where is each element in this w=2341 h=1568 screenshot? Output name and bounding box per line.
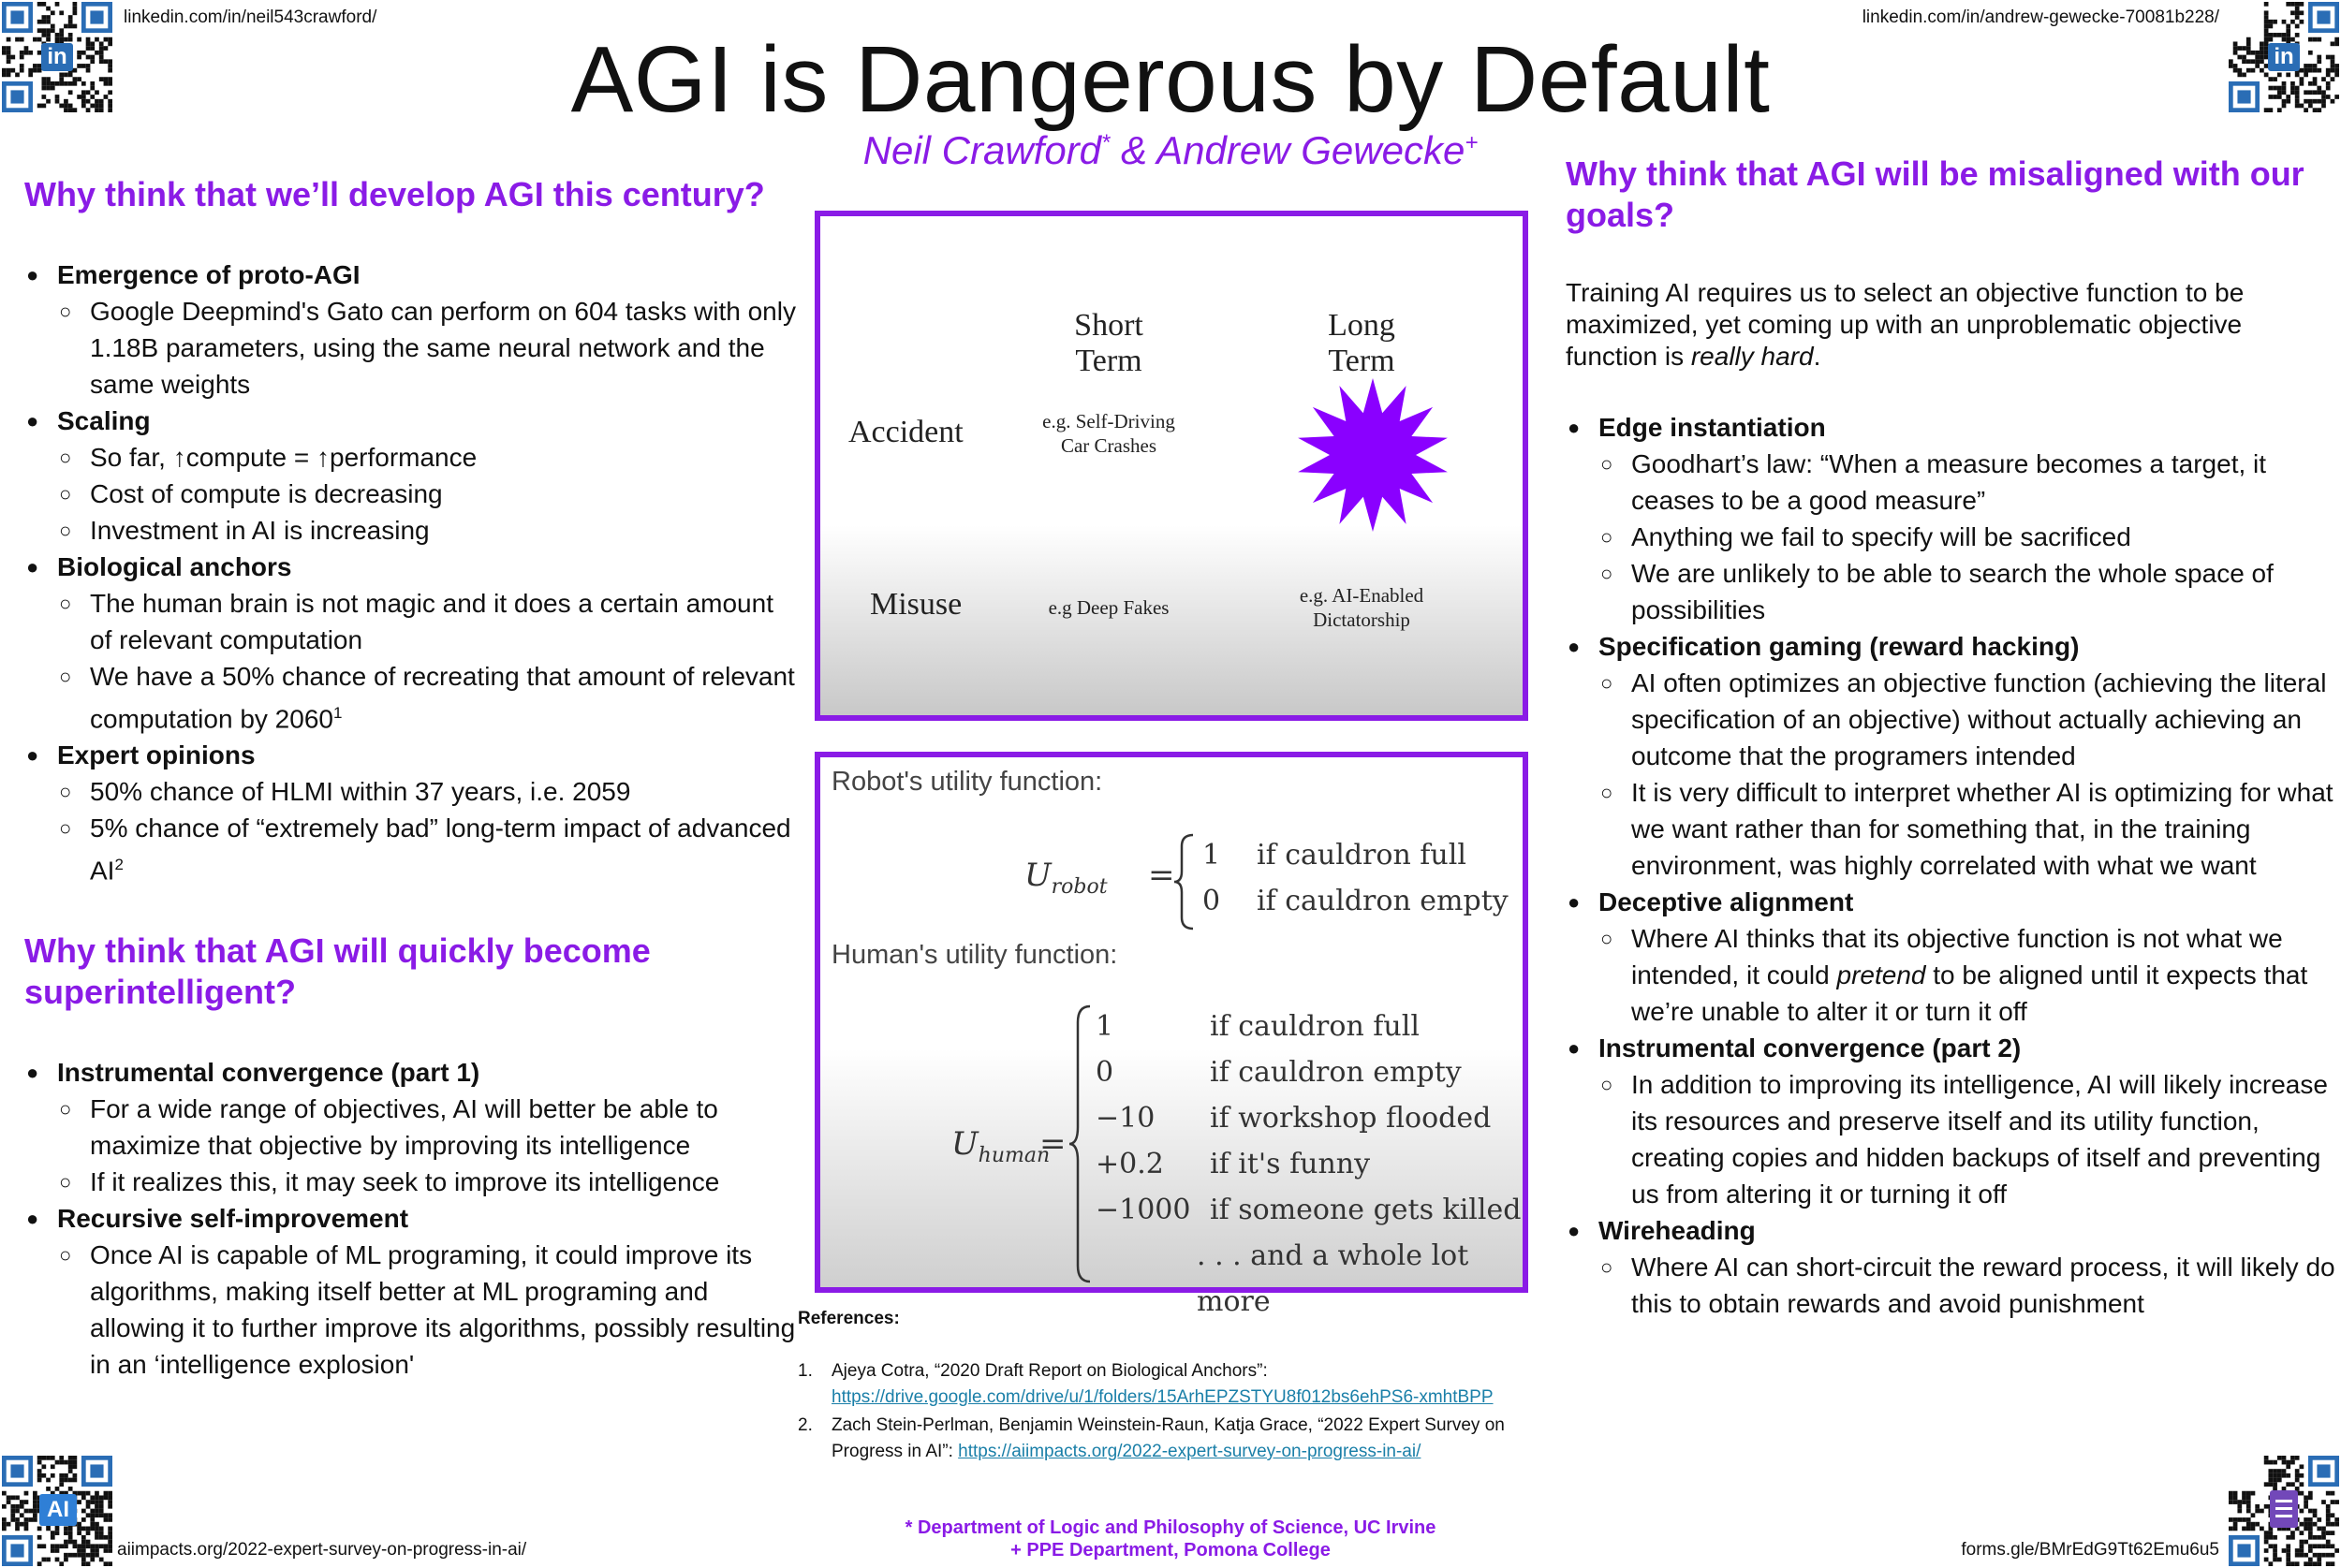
ai-logo-icon: AI [39, 1494, 77, 1526]
row-header-misuse: Misuse [870, 587, 963, 622]
sub-item: ○ So far, ↑compute = ↑performance [57, 439, 802, 476]
utility-symbol: U [1024, 857, 1052, 894]
cell-misuse-long-term [1277, 583, 1446, 632]
list-item [24, 256, 802, 403]
human-utility-label: Human's utility function: [832, 940, 1118, 970]
list-item-heading: Instrumental convergence (part 1) [57, 1057, 480, 1087]
cell-line: e.g. Self-Driving [1042, 410, 1175, 432]
linkedin-logo-icon: in [41, 43, 73, 71]
sub-item-text: Where AI thinks that its objective function is not what we intended, it could [1631, 924, 2283, 989]
reference-link[interactable]: https://drive.google.com/drive/u/1/folders/15ArhEPZSTYU8f012bs6ehPS6-xmhtBPP [832, 1387, 1494, 1407]
left-column [24, 174, 802, 1383]
cell-accident-short-term [1024, 409, 1193, 458]
right-column [1566, 154, 2339, 1322]
footnote-marker: 1 [332, 704, 343, 722]
case-condition: if workshop flooded [1210, 1102, 1492, 1135]
robot-utility-symbol [1024, 857, 1108, 899]
reference-text: Ajeya Cotra, “2020 Draft Report on Biological Anchors”: [832, 1361, 1268, 1381]
misalignment-list [1566, 409, 2339, 1322]
superintelligence-list [24, 1054, 802, 1383]
sub-item: ○ The human brain is not magic and it does a certain amount of relevant computation [57, 585, 802, 658]
case-condition: if cauldron empty [1257, 885, 1509, 917]
section-title-misaligned: Why think that AGI will be misaligned with our goals? [1566, 154, 2304, 234]
agi-century-list [24, 256, 802, 889]
poster-title: AGI is Dangerous by Default [570, 27, 1771, 132]
case-row [1096, 1141, 1523, 1187]
human-utility-symbol [951, 1125, 1050, 1167]
list-item [1566, 1212, 2339, 1322]
linkedin-url-gewecke[interactable]: linkedin.com/in/andrew-gewecke-70081b228/ [1862, 7, 2219, 27]
list-item-heading: Deceptive alignment [1598, 887, 1854, 916]
case-condition: if cauldron empty [1210, 1056, 1462, 1089]
references-heading: References: [798, 1309, 900, 1328]
aiimpacts-url[interactable]: aiimpacts.org/2022-expert-survey-on-progress-in-ai/ [117, 1540, 527, 1560]
sub-item: ○ If it realizes this, it may seek to improve its intelligence [57, 1164, 802, 1200]
human-case-table [1096, 1004, 1523, 1325]
sub-item: ○ Google Deepmind's Gato can perform on 604 tasks with only 1.18B parameters, using the same neural network and the same weights [57, 293, 802, 403]
list-item-heading: Biological anchors [57, 552, 292, 581]
reference-text: Zach Stein-Perlman, Benjamin Weinstein-Raun, Katja Grace, “2022 Expert Survey on Progress in AI”: [832, 1415, 1505, 1461]
list-item [1566, 409, 2339, 628]
list-item [1566, 884, 2339, 1030]
case-row [1096, 1049, 1523, 1095]
linkedin-logo-icon: in [2268, 43, 2300, 71]
equals-sign: = [1039, 1125, 1067, 1163]
sub-item-text: We have a 50% chance of recreating that amount of relevant computation by 2060 [90, 662, 795, 734]
sub-item: ○ Investment in AI is increasing [57, 512, 802, 549]
sub-item: ○ Goodhart’s law: “When a measure becomes a target, it ceases to be a good measure” [1598, 446, 2339, 519]
misalignment-intro [1566, 277, 2339, 373]
cell-line: Car Crashes [1060, 434, 1157, 457]
case-condition: if cauldron full [1257, 839, 1466, 872]
author-mark-pomona: + [1465, 130, 1479, 155]
case-value: 0 [1202, 885, 1221, 917]
case-condition: if someone gets killed [1210, 1194, 1522, 1226]
risk-matrix-panel [815, 211, 1528, 721]
left-brace-icon [1172, 832, 1199, 931]
intro-text-end: . [1813, 342, 1821, 371]
affiliation-uci: * Department of Logic and Philosophy of Science, UC Irvine [905, 1517, 1436, 1538]
case-value: 1 [1096, 1010, 1114, 1043]
sub-item [57, 810, 802, 888]
list-item [24, 549, 802, 737]
case-value: +0.2 [1096, 1148, 1164, 1180]
list-item [24, 403, 802, 549]
linkedin-url-crawford[interactable]: linkedin.com/in/neil543crawford/ [124, 7, 377, 27]
utility-symbol: U [951, 1125, 979, 1163]
starburst-icon [1288, 375, 1457, 535]
case-value: 0 [1096, 1056, 1114, 1089]
case-row [1096, 1095, 1523, 1141]
column-header-long-term: Long Term [1328, 308, 1395, 378]
sub-item: ○ AI often optimizes an objective function (achieving the literal specification of an objective) without actually achieving an outcome that the programers intended [1598, 665, 2339, 774]
utility-subscript: robot [1051, 874, 1108, 899]
sub-item: ○ In addition to improving its intelligence, AI will likely increase its resources and preserve itself and its utility function, creating copies and hidden backups of itself and preventing us from altering it or turning it off [1598, 1066, 2339, 1212]
sub-item: ○ Cost of compute is decreasing [57, 476, 802, 512]
sub-item [57, 658, 802, 737]
robot-case-table [1202, 832, 1509, 924]
author-gewecke: & Andrew Gewecke [1110, 128, 1465, 172]
cell-line: Dictatorship [1313, 608, 1410, 631]
list-item-heading: Recursive self-improvement [57, 1203, 409, 1233]
sub-item: ○ 50% chance of HLMI within 37 years, i.e. 2059 [57, 773, 802, 810]
sub-item: ○ Where AI can short-circuit the reward process, it will likely do this to obtain rewards and avoid punishment [1598, 1249, 2339, 1322]
list-item [1566, 628, 2339, 884]
list-item-heading: Instrumental convergence (part 2) [1598, 1033, 2022, 1062]
list-item [24, 1200, 802, 1383]
references [798, 1306, 1547, 1465]
list-item [24, 1054, 802, 1200]
sub-item: ○ It is very difficult to interpret whether AI is optimizing for what we want rather than for something that, in the training environment, was highly correlated with what we want [1598, 774, 2339, 884]
affiliations [815, 1517, 1526, 1561]
author-mark-uci: * [1101, 130, 1111, 155]
cell-line: e.g. AI-Enabled [1299, 584, 1424, 607]
utility-function-panel [815, 752, 1528, 1318]
list-item-heading: Specification gaming (reward hacking) [1598, 632, 2080, 661]
sub-item [1598, 920, 2339, 1030]
intro-text: Training AI requires us to select an objective function to be maximized, yet coming up with an unproblematic objective function is [1566, 278, 2245, 371]
list-item [1566, 1030, 2339, 1212]
author-crawford: Neil Crawford [862, 128, 1102, 172]
reference-number: 2. [798, 1415, 813, 1435]
case-value: −10 [1096, 1102, 1156, 1135]
list-item-heading: Scaling [57, 406, 151, 435]
sub-item: ○ Once AI is capable of ML programing, it could improve its algorithms, making itself better at ML programing and allowing it to further improve its algorithms, possibly resulting in an ‘intelligence explosion' [57, 1237, 802, 1383]
row-header-accident: Accident [848, 415, 964, 449]
sub-item-text-end: to be aligned until it expects that we’re unable to alter it or turn it off [1631, 960, 2308, 1026]
list-item-heading: Wireheading [1598, 1216, 1756, 1245]
google-form-url[interactable]: forms.gle/BMrEdG9Tt62Emu6u5 [1961, 1540, 2219, 1560]
equals-sign: = [1148, 857, 1175, 894]
case-condition: if it's funny [1210, 1148, 1371, 1180]
cell-misuse-short-term: e.g Deep Fakes [1048, 596, 1170, 619]
case-value: 1 [1202, 839, 1221, 872]
intro-emphasis: really hard [1690, 342, 1814, 371]
list-item [24, 737, 802, 888]
case-row [1096, 1187, 1523, 1233]
sub-item-emphasis: pretend [1836, 960, 1926, 989]
case-row [1096, 1004, 1523, 1049]
utility-subscript: human [978, 1143, 1051, 1167]
case-condition: if cauldron full [1210, 1010, 1420, 1043]
list-item-heading: Expert opinions [57, 740, 256, 770]
sub-item: ○ Anything we fail to specify will be sacrificed [1598, 519, 2339, 555]
poster-authors [815, 128, 1526, 173]
section-title-superintelligence: Why think that AGI will quickly become superintelligent? [24, 931, 651, 1011]
affiliation-pomona: + PPE Department, Pomona College [1010, 1540, 1331, 1561]
reference-item [798, 1358, 1547, 1411]
case-value: −1000 [1096, 1194, 1191, 1226]
left-brace-icon [1067, 1004, 1096, 1284]
case-row-more: . . . and a whole lot more [1197, 1239, 1469, 1318]
list-item-heading: Emergence of proto-AGI [57, 260, 361, 289]
sub-item: ○ We are unlikely to be able to search the whole space of possibilities [1598, 555, 2339, 628]
sub-item-text: 5% chance of “extremely bad” long-term impact of advanced AI [90, 813, 791, 886]
sub-item: ○ For a wide range of objectives, AI will better be able to maximize that objective by improving its intelligence [57, 1091, 802, 1164]
list-item-heading: Edge instantiation [1598, 413, 1826, 442]
case-row [1202, 878, 1509, 924]
robot-utility-label: Robot's utility function: [832, 767, 1103, 797]
case-row [1202, 832, 1509, 878]
reference-number: 1. [798, 1361, 813, 1381]
google-forms-logo-icon [2270, 1490, 2298, 1528]
reference-link[interactable]: https://aiimpacts.org/2022-expert-survey-on-progress-in-ai/ [958, 1442, 1421, 1461]
reference-item [798, 1413, 1547, 1465]
footnote-marker: 2 [114, 856, 124, 874]
column-header-short-term: Short Term [1074, 308, 1143, 378]
section-title-agi-this-century: Why think that we’ll develop AGI this century? [24, 175, 765, 213]
